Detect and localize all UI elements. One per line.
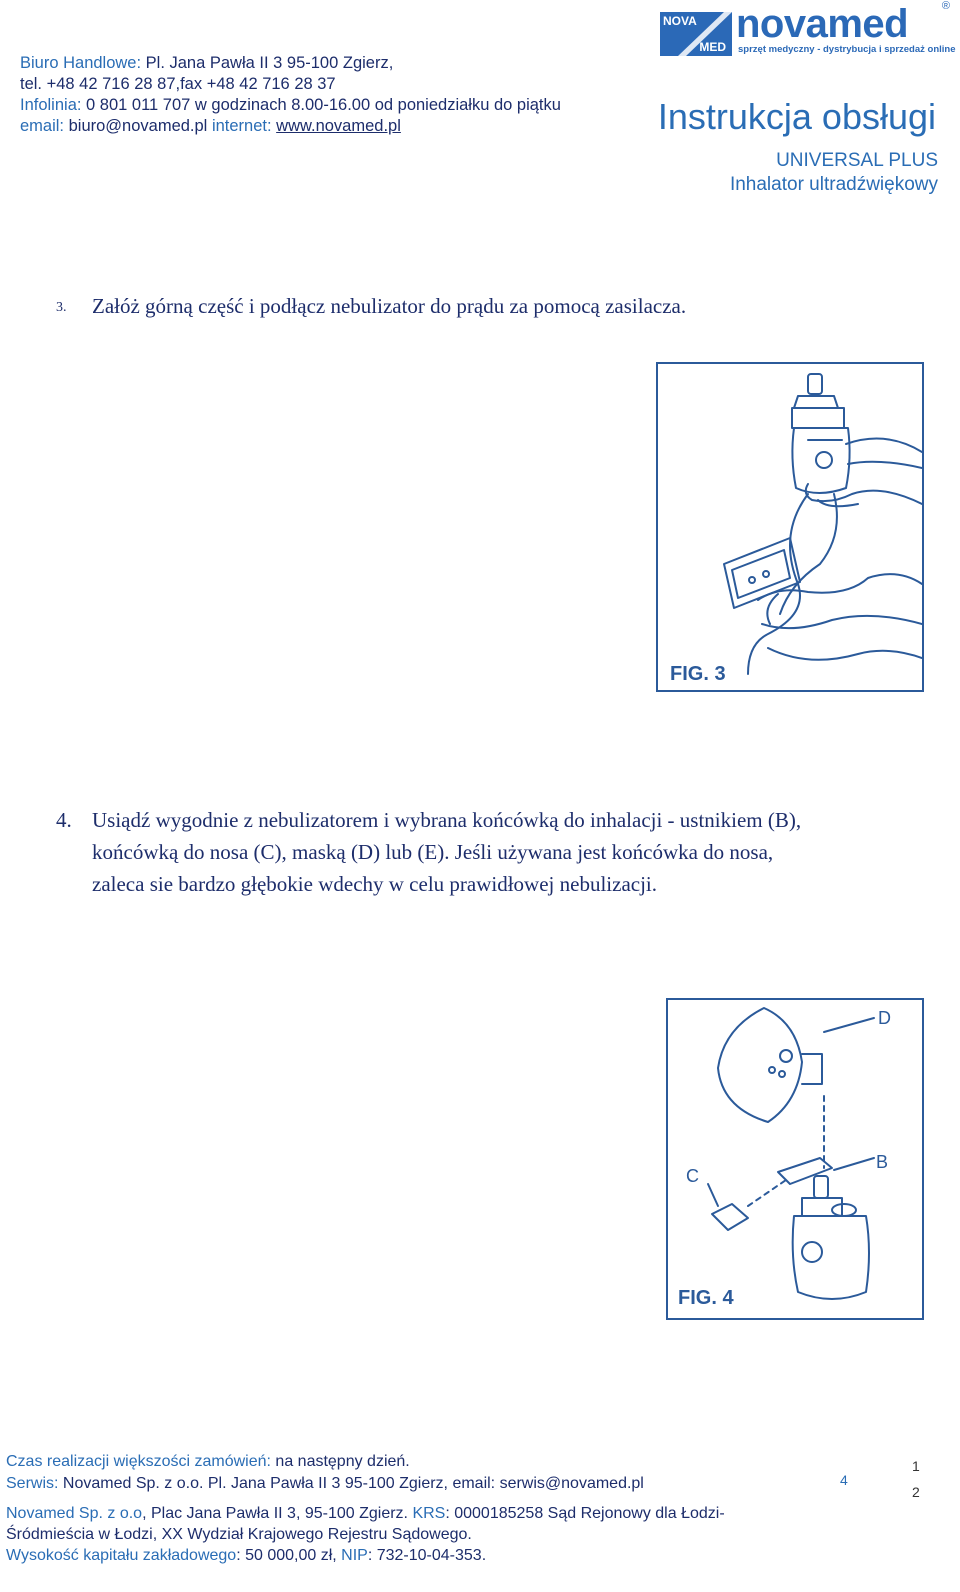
figure-3 [656, 362, 924, 692]
nebulizer-plug-illustration [658, 364, 922, 690]
nebulizer-accessories-illustration [668, 1000, 922, 1318]
step-3-text: Załóż górną część i podłącz nebulizator do prądu za pomocą zasilacza. [92, 294, 687, 318]
page-fraction-top: 1 [912, 1458, 920, 1474]
footer-delivery-line: Czas realizacji większości zamówień: na następny dzień. [6, 1453, 410, 1470]
step-4-number: 4. [56, 808, 72, 832]
registered-mark: ® [941, 0, 950, 12]
header-contact-line: email: biuro@novamed.pl internet: www.novamed.pl [20, 117, 401, 135]
product-model: UNIVERSAL PLUS [776, 150, 938, 171]
novamed-logo [660, 0, 956, 60]
logo-mark: NOVA MED [660, 12, 732, 56]
page-number: 4 [840, 1472, 848, 1488]
step-4-line-3: zaleca sie bardzo głębokie wdechy w celu prawidłowej nebulizacji. [92, 872, 658, 896]
logo-wordmark: novamed [736, 2, 909, 46]
footer-court-line: Śródmieścia w Łodzi, XX Wydział Krajowego Rejestru Sądowego. [6, 1526, 472, 1543]
figure-4 [666, 998, 924, 1320]
website-link[interactable]: www.novamed.pl [276, 117, 401, 135]
logo-tagline: sprzęt medyczny - dystrybucja i sprzedaż online [738, 44, 956, 55]
step-4-line-1: Usiądź wygodnie z nebulizatorem i wybrana końcówką do inhalacji - ustnikiem (B), [92, 808, 802, 832]
footer-service-line: Serwis: Novamed Sp. z o.o. Pl. Jana Pawła II 3 95-100 Zgierz, email: serwis@novamed.pl [6, 1475, 644, 1492]
footer-capital-line: Wysokość kapitału zakładowego: 50 000,00 zł, NIP: 732-10-04-353. [6, 1547, 487, 1564]
header-phone-line: tel. +48 42 716 28 87,fax +48 42 716 28 37 [20, 75, 336, 93]
page-fraction-bottom: 2 [912, 1484, 920, 1500]
label-d: D [878, 1008, 891, 1028]
step-3-number: 3. [56, 300, 67, 315]
document-title: Instrukcja obsługi [657, 96, 936, 137]
step-4 [0, 804, 960, 904]
figure-3-caption: FIG. 3 [670, 663, 726, 685]
header-address-line: Biuro Handlowe: Pl. Jana Pawła II 3 95-100 Zgierz, [20, 54, 394, 72]
header-hotline-line: Infolinia: 0 801 011 707 w godzinach 8.00-16.00 od poniedziałku do piątku [20, 96, 561, 114]
footer-company-line: Novamed Sp. z o.o, Plac Jana Pawła II 3, 95-100 Zgierz. KRS: 0000185258 Sąd Rejonowy dla Łodzi- [6, 1505, 725, 1522]
step-4-line-2: końcówką do nosa (C), maską (D) lub (E). Jeśli używana jest końcówka do nosa, [92, 840, 774, 864]
product-type: Inhalator ultradźwiękowy [729, 174, 938, 195]
label-b: B [876, 1152, 889, 1172]
figure-4-caption: FIG. 4 [678, 1287, 734, 1309]
label-c: C [686, 1166, 699, 1186]
